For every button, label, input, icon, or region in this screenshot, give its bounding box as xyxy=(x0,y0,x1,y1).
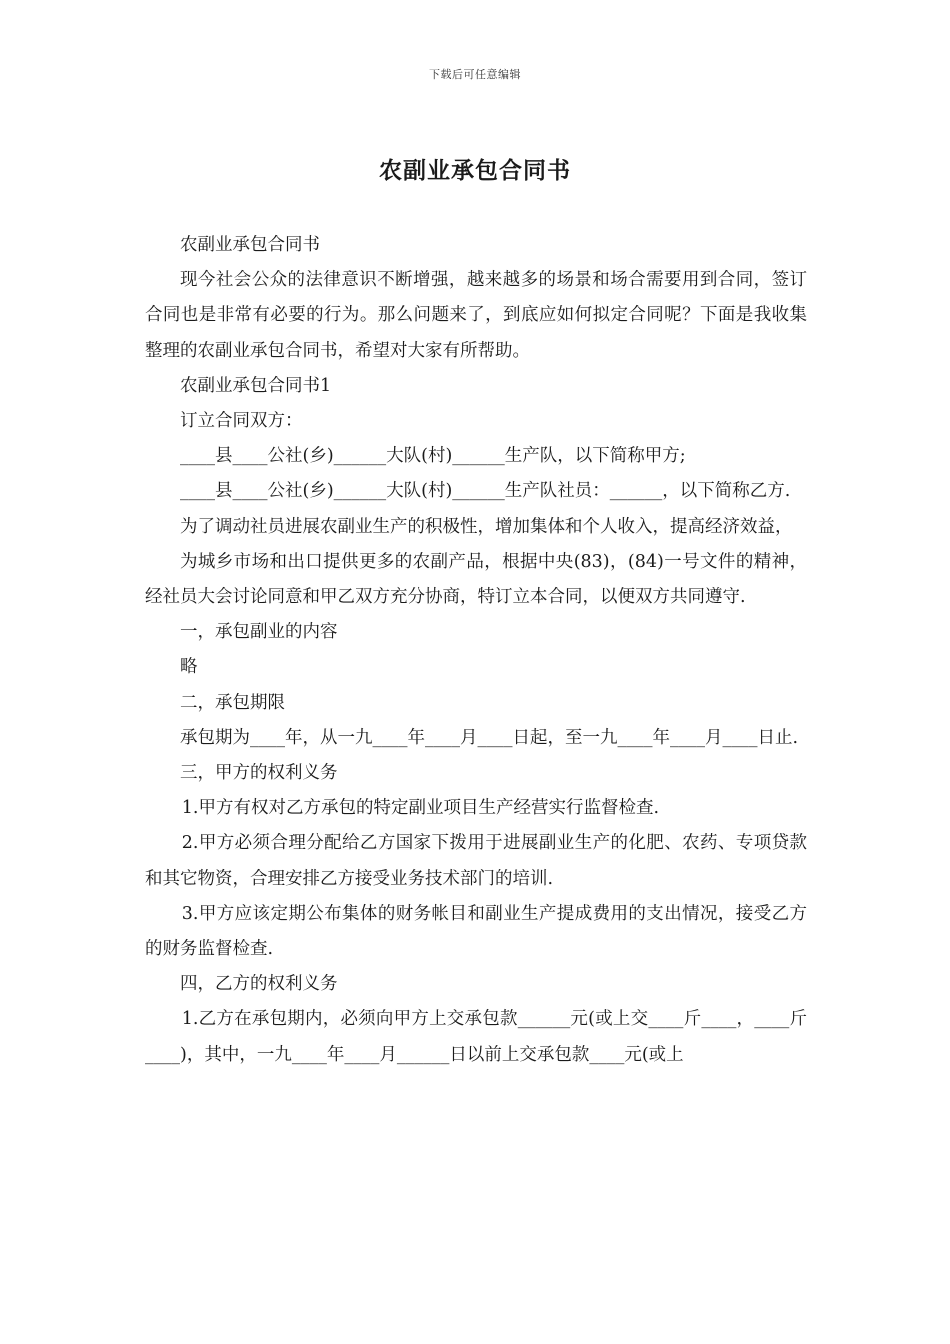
list-item: 1.乙方在承包期内，必须向甲方上交承包款______元(或上交____斤____，____斤____)，其中，一九____年____月______日以前上交承包款____元(或上 xyxy=(145,1009,807,1065)
section-heading-content: 一，承包副业的内容 xyxy=(180,622,338,643)
paragraph-purpose: 为了调动社员进展农副业生产的积极性，增加集体和个人收入，提高经济效益， xyxy=(180,516,793,537)
paragraph-omitted: 略 xyxy=(180,657,198,678)
header-note: 下载后可任意编辑 xyxy=(429,68,521,81)
document-body xyxy=(145,228,807,1073)
paragraph-term: 承包期为____年，从一九____年____月____日起，至一九____年____月____日止. xyxy=(180,727,799,748)
list-item: 1.甲方有权对乙方承包的特定副业项目生产经营实行监督检查. xyxy=(181,798,660,819)
paragraph-parties-label: 订立合同双方： xyxy=(180,411,303,432)
paragraph-basis: 为城乡市场和出口提供更多的农副产品，根据中央(83)，(84)一号文件的精神，经社员大会讨论同意和甲乙双方充分协商，特订立本合同，以便双方共同遵守. xyxy=(145,551,807,608)
list-item: 2.甲方必须合理分配给乙方国家下拨用于进展副业生产的化肥、农药、专项贷款和其它物资，合理安排乙方接受业务技术部门的培训. xyxy=(145,833,807,889)
paragraph-contract-heading: 农副业承包合同书1 xyxy=(180,375,332,396)
document-title: 农副业承包合同书 xyxy=(379,157,571,184)
paragraph-subtitle: 农副业承包合同书 xyxy=(180,235,320,255)
list-item: 3.甲方应该定期公布集体的财务帐目和副业生产提成费用的支出情况，接受乙方的财务监督检查. xyxy=(145,903,807,960)
paragraph-intro: 现今社会公众的法律意识不断增强，越来越多的场景和场合需要用到合同，签订合同也是非常有必要的行为。那么问题来了，到底应如何拟定合同呢？下面是我收集整理的农副业承包合同书，希望对大家有所帮助。 xyxy=(145,270,807,361)
paragraph-party-a: ____县____公社(乡)______大队(村)______生产队，以下简称甲方; xyxy=(180,446,686,467)
section-heading-party-a-rights: 三，甲方的权利义务 xyxy=(180,763,338,784)
section-heading-party-b-rights: 四，乙方的权利义务 xyxy=(180,974,338,995)
section-heading-term: 二，承包期限 xyxy=(180,692,285,713)
paragraph-party-b: ____县____公社(乡)______大队(村)______生产队社员：______，以下简称乙方. xyxy=(180,481,791,502)
